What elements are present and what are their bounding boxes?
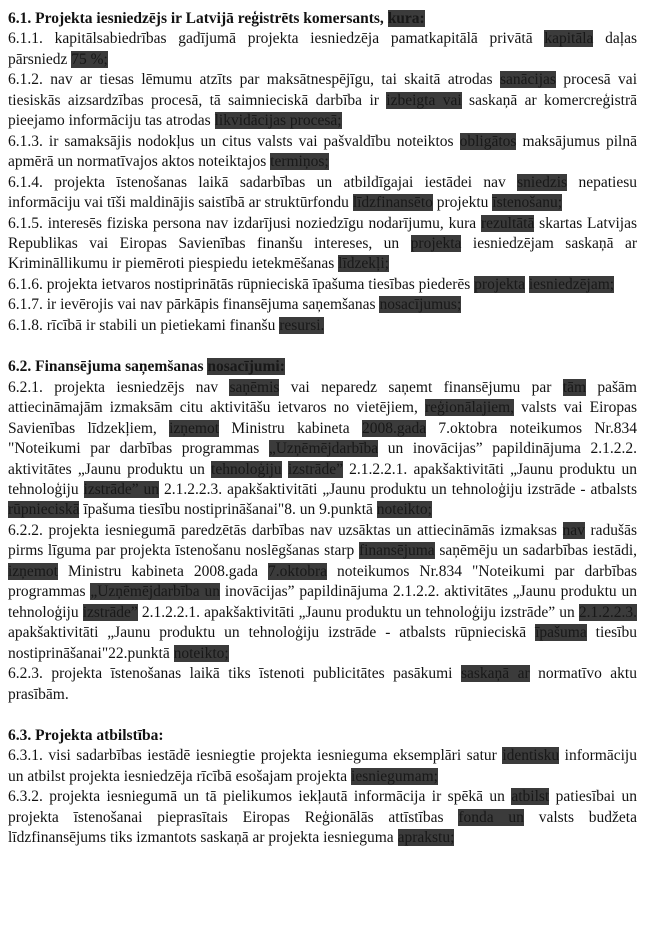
highlighted-text: iesniedzējam; xyxy=(528,275,615,293)
highlighted-text: līdzfinansēto xyxy=(352,194,433,212)
highlighted-text: līdzekļi; xyxy=(338,255,389,273)
highlighted-text: noteikto; xyxy=(376,501,432,519)
heading-6-3 xyxy=(8,726,637,746)
text-run: 6.3.1. visi sadarbības iestādē iesniegtie projekta iesnieguma eksemplāri satur xyxy=(8,747,503,765)
highlighted-text: izņemot xyxy=(8,562,58,580)
text-run: projektu xyxy=(432,194,493,212)
highlighted-text: resursi. xyxy=(279,316,325,334)
text-run: 6.3.2. projekta iesniegumā un tā pielikumos iekļautā informācija ir spēkā un xyxy=(8,788,512,806)
highlighted-text: projekta xyxy=(410,234,462,252)
text-run: inovācijas” papildinājuma 2.1.2.2. aktivitātes „Jaunu produktu un tehnoloģiju xyxy=(8,583,637,621)
text-run: 7.oktobra noteikumos Nr.834 "Noteikumi par darbības programmas xyxy=(8,419,637,458)
text-run: normatīvo aktu prasībām. xyxy=(8,665,637,703)
highlighted-text: projekta xyxy=(474,275,525,293)
text-run: 6.2.1. projekta iesniedzējs nav xyxy=(8,378,230,396)
heading-6-2 xyxy=(8,357,637,377)
text-run: vai neparedz saņemt finansējumu par xyxy=(279,378,563,396)
highlighted-text: tehnoloģiju xyxy=(211,460,282,478)
highlighted-text: atbilst xyxy=(511,788,550,806)
text-run: īpašuma tiesību nostiprināšanai"8. un 9.punktā xyxy=(79,501,377,519)
para-6-1-7 xyxy=(8,295,637,315)
highlighted-text: identisku xyxy=(502,747,560,765)
text-run: un inovācijas” papildinājuma 2.1.2.2. aktivitātes „Jaunu produktu un xyxy=(8,440,638,478)
highlighted-text: aprakstu; xyxy=(397,829,455,847)
highlighted-text: izbeigta vai xyxy=(386,91,462,109)
text-run: valsts vai Eiropas Savienības līdzekļiem, xyxy=(8,399,638,437)
para-6-3-1 xyxy=(8,746,637,787)
highlighted-text: rezultātā xyxy=(481,214,535,232)
highlighted-text: kura: xyxy=(387,10,425,27)
text-run: saskaņā ar komercreģistrā pieejamo informāciju tas atrodas xyxy=(8,91,637,130)
highlighted-text: kapitāla xyxy=(544,30,594,48)
text-run: nepatiesu informāciju vai tīši maldinājis saistībā ar struktūrfondu xyxy=(8,173,637,212)
text-run: daļas pārsniedz xyxy=(8,30,637,68)
para-6-2-2 xyxy=(8,521,637,664)
text-run: 6.2.2. projekta iesniegumā paredzētās darbības nav uzsāktas un attiecināmās izmaksas xyxy=(8,521,563,539)
highlighted-text: finansējuma xyxy=(358,542,435,560)
text-run: 6.1.8. rīcībā ir stabili un pietiekami finanšu xyxy=(8,316,280,334)
highlighted-text: rūpnieciskā xyxy=(8,501,80,519)
text-run: 6.2. Finansējuma saņemšanas xyxy=(8,358,208,376)
text-run: skartas Latvijas Republikas vai Eiropas Savienības finanšu intereses, un xyxy=(8,214,637,252)
text-run: maksājumus pilnā apmērā un normatīvajos aktos noteiktajos xyxy=(8,132,637,171)
highlighted-text: iesniegumam; xyxy=(351,767,438,785)
highlighted-text: izstrāde” un xyxy=(83,480,160,498)
para-6-1-1 xyxy=(8,29,637,70)
para-6-2-3 xyxy=(8,664,637,705)
text-run: 2.1.2.2.3. apakšaktivitāti „Jaunu produktu un tehnoloģiju izstrāde - atbalsts xyxy=(159,480,637,498)
text-run: apakšaktivitāti „Jaunu produktu un tehnoloģiju izstrāde - atbalsts rūpnieciskā xyxy=(8,624,536,642)
highlighted-text: īstenošanu; xyxy=(492,194,563,212)
para-6-3-2 xyxy=(8,787,637,848)
highlighted-text: obligātos xyxy=(459,132,517,150)
text-run: valsts budžeta līdzfinansējums tiks izmantots saskaņā ar projekta iesnieguma xyxy=(8,808,637,847)
highlighted-text: 7.oktobra xyxy=(268,562,328,580)
text-run: saņēmēju un sadarbības iestādi, xyxy=(434,542,637,560)
highlighted-text: sanācijas xyxy=(499,71,556,89)
para-6-1-4 xyxy=(8,173,637,214)
text-run: 6.1.1. kapitālsabiedrības gadījumā projekta iesniedzēja pamatkapitālā privātā xyxy=(8,30,545,48)
heading-6-1 xyxy=(8,9,637,29)
highlighted-text: termiņos; xyxy=(270,153,329,171)
text-run: 6.1.2. nav ar tiesas lēmumu atzīts par maksātnespējīgu, tai skaitā atrodas xyxy=(8,71,500,89)
highlighted-text: nosacījumus; xyxy=(379,296,462,314)
highlighted-text: noteikto; xyxy=(173,644,229,662)
highlighted-text: 2008.gada xyxy=(361,419,427,437)
para-6-2-1 xyxy=(8,378,637,521)
para-6-1-3 xyxy=(8,132,637,173)
para-6-1-6 xyxy=(8,275,637,295)
highlighted-text: saņēmis xyxy=(229,378,280,396)
highlighted-text: „Uzņēmējdarbība un xyxy=(90,583,220,601)
highlighted-text: saskaņā ar xyxy=(460,665,530,683)
highlighted-text: izņemot xyxy=(169,419,220,437)
highlighted-text: nosacījumi: xyxy=(207,358,285,376)
text-run: patiesībai un projekta īstenošanai pieprasītais Eiropas Reģionālās attīstības xyxy=(8,788,637,826)
text-run: 6.1.4. projekta īstenošanas laikā sadarbības un atbildīgajai iestādei nav xyxy=(8,173,518,191)
highlighted-text: fonda un xyxy=(458,808,524,826)
text-run: Ministru kabineta xyxy=(219,419,362,437)
highlighted-text: likvidācijas procesā; xyxy=(214,112,342,130)
highlighted-text: 2.1.2.2.3. xyxy=(578,603,637,621)
highlighted-text: sniedzis xyxy=(517,173,568,191)
text-run: tiesību nostiprināšanai"22.punktā xyxy=(8,624,637,662)
highlighted-text: nav xyxy=(562,521,585,539)
text-run: 2.1.2.2.1. apakšaktivitāti „Jaunu produktu un tehnoloģiju izstrāde” un xyxy=(137,603,579,621)
text-run: iesniedzējam saskaņā ar Krimināllikumu ir piemēroti piespiedu ietekmēšanas xyxy=(8,234,637,273)
para-6-1-5 xyxy=(8,214,637,275)
highlighted-text: izstrāde” xyxy=(82,603,138,621)
para-6-1-8 xyxy=(8,316,637,336)
text-run: noteikumos Nr.834 "Noteikumi par darbības programmas xyxy=(8,562,638,601)
highlighted-text: reģionālajiem, xyxy=(424,399,515,417)
text-run: informāciju un atbilst projekta iesniedzēja rīcībā esošajam projekta xyxy=(8,747,637,785)
text-run: procesā vai tiesiskās aizsardzības procesā, tā saimnieciskā darbība ir xyxy=(8,71,637,109)
highlighted-text: tām xyxy=(562,378,587,396)
text-run: 6.1.6. projekta ietvaros nostiprinātās rūpnieciskā īpašuma tiesības piederēs xyxy=(8,275,475,293)
text-run: 6.1.7. ir ievērojis vai nav pārkāpis finansējuma saņemšanas xyxy=(8,296,380,314)
text-run: 6.1. Projekta iesniedzējs ir Latvijā reģistrēts komersants, xyxy=(8,10,388,27)
highlighted-text: īpašuma xyxy=(535,624,587,642)
text-run: pašām attiecināmajām izmaksām citu aktivitāšu ietvaros no vietējiem, xyxy=(8,378,637,417)
text-run: 6.1.3. ir samaksājis nodokļus un citus valsts vai pašvaldību noteiktos xyxy=(8,132,460,150)
text-run: 2.1.2.2.1. apakšaktivitāti „Jaunu produktu un tehnoloģiju xyxy=(8,460,638,498)
highlighted-text: izstrāde” xyxy=(287,460,343,478)
text-run: 6.1.5. interesēs fiziska persona nav izdarījusi noziedzīgu nodarījumu, kura xyxy=(8,214,481,232)
text-run: 6.2.3. projekta īstenošanas laikā tiks īstenoti publicitātes pasākumi xyxy=(8,665,461,683)
text-run: 6.3. Projekta atbilstība: xyxy=(8,726,164,744)
para-6-1-2 xyxy=(8,70,637,131)
highlighted-text: „Uzņēmējdarbība xyxy=(268,440,379,458)
text-run xyxy=(282,461,288,478)
highlighted-text: 75 %; xyxy=(71,50,108,68)
text-run: radušās pirms līguma par projekta īstenošanu noslēgšanas starp xyxy=(8,521,637,560)
text-run: Ministru kabineta 2008.gada xyxy=(57,562,269,580)
